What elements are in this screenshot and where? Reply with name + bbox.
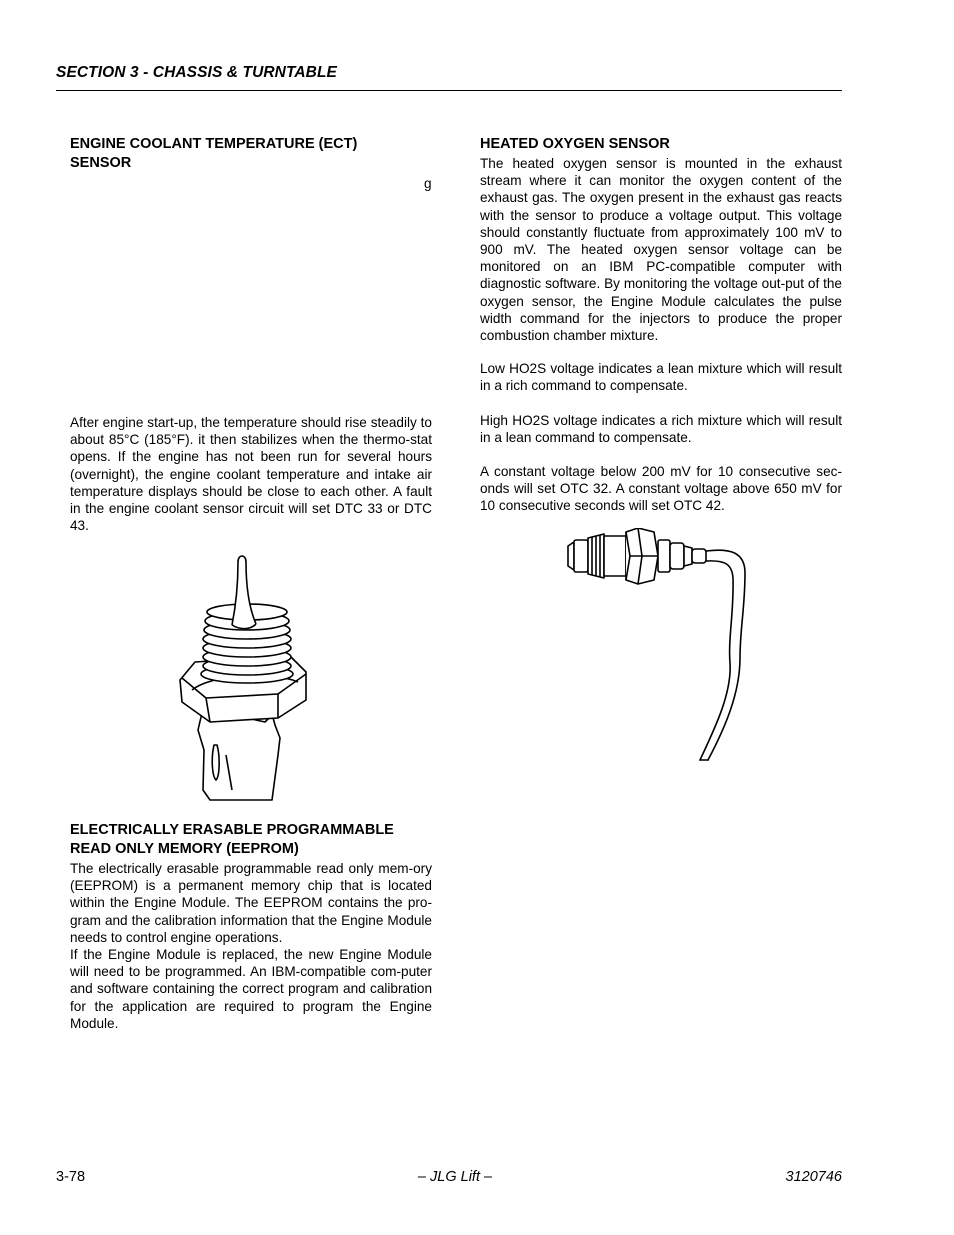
- eeprom-paragraph-1: The electrically erasable programmable read only mem-ory (EEPROM) is a permanent memory chip that is located within the Engine Module. The EEPROM contains the pro-gram and the calibration information that the Engine Module needs to control engine operations.: [70, 861, 432, 945]
- ho2s-paragraph-4: A constant voltage below 200 mV for 10 consecutive sec-onds will set OTC 32. A constant voltage above 650 mV for 10 consecutive seconds will set OTC 42.: [480, 464, 842, 514]
- doc-number: 3120746: [785, 1169, 842, 1185]
- ect-paragraph: After engine start-up, the temperature should rise steadily to about 85°C (185°F). it then stabilizes when the thermo-stat opens. If the engine has not been run for several hours (overnight), the engine coolant temperature and intake air temperature displays should be close to each other. A fault in the engine coolant sensor circuit will set DTC 33 or DTC 43.: [70, 415, 432, 534]
- eeprom-heading: [70, 821, 440, 859]
- ho2s-paragraph-1: The heated oxygen sensor is mounted in the exhaust stream where it can monitor the oxygen content of the exhaust gas. The oxygen present in the exhaust gas reacts with the sensor to produce a voltage output. This voltage should constantly fluctuate from approximately 100 mV to 900 mV. The heated oxygen sensor voltage can be monitored on an IBM PC-compatible computer with diagnostic software. By monitoring the voltage out-put of the oxygen sensor, the Engine Module calculates the pulse width command for the injectors to produce the proper combustion chamber mixture.: [480, 156, 842, 344]
- stray-character: g: [424, 176, 432, 191]
- ect-heading: [70, 135, 440, 173]
- ho2s-heading: HEATED OXYGEN SENSOR: [480, 136, 670, 152]
- ho2s-paragraph-2: Low HO2S voltage indicates a lean mixture which will result in a rich command to compensate.: [480, 361, 842, 394]
- ho2s-paragraph-3: High HO2S voltage indicates a rich mixture which will result in a lean command to compensate.: [480, 413, 842, 446]
- page-header: [56, 64, 842, 91]
- ect-heading-line2: SENSOR: [70, 155, 132, 171]
- section-title: SECTION 3 - CHASSIS & TURNTABLE: [56, 64, 337, 81]
- ect-sensor-illustration: [170, 550, 320, 802]
- eeprom-heading-line2: READ ONLY MEMORY (EEPROM): [70, 841, 299, 857]
- footer-center: – JLG Lift –: [417, 1169, 493, 1185]
- eeprom-paragraph-2: If the Engine Module is replaced, the new Engine Module will need to be programmed. An IBM-compatible com-puter and software containing the correct program and calibration for the application are required to program the Engine Module.: [70, 947, 432, 1031]
- oxygen-sensor-illustration: [560, 528, 755, 764]
- ect-heading-line1: ENGINE COOLANT TEMPERATURE (ECT): [70, 136, 358, 152]
- eeprom-heading-line1: ELECTRICALLY ERASABLE PROGRAMMABLE: [70, 822, 394, 838]
- page-number: 3-78: [56, 1169, 86, 1185]
